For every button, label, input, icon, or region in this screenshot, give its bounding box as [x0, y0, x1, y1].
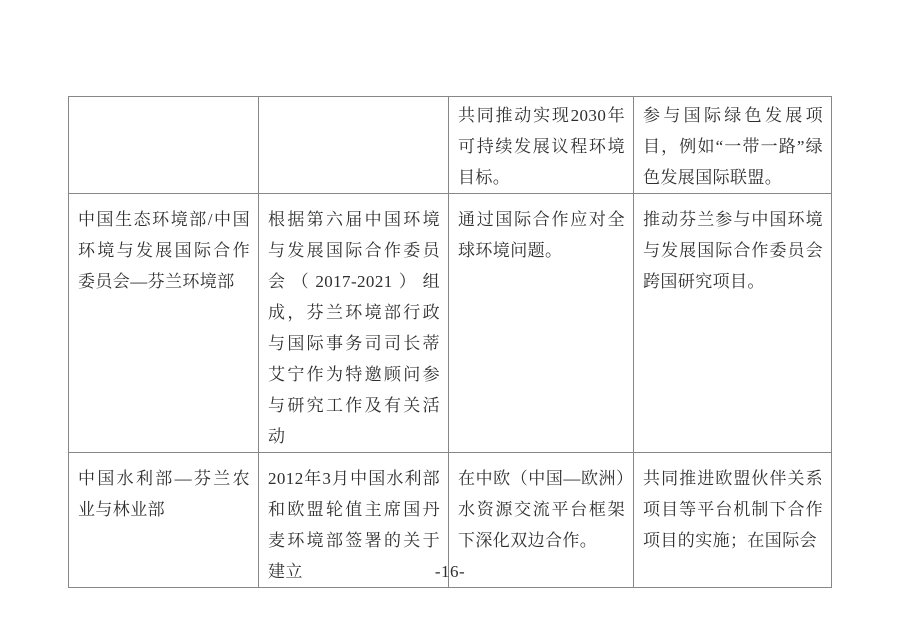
page-number: -16-: [434, 562, 466, 581]
table-cell-r1-c1: [69, 97, 259, 194]
table-cell-r1-c4: 参与国际绿色发展项目，例如“一带一路”绿色发展国际联盟。: [634, 97, 832, 194]
table-cell-r3-c2: 2012年3月中国水利部和欧盟轮值主席国丹麦环境部签署的关于建立: [259, 453, 449, 588]
table-cell-r1-c3: 共同推动实现2030年可持续发展议程环境目标。: [449, 97, 634, 194]
table-cell-r1-c2: [259, 97, 449, 194]
cooperation-table: [68, 96, 832, 588]
table-cell-r2-c1: 中国生态环境部/中国环境与发展国际合作委员会—芬兰环境部: [69, 194, 259, 453]
table-cell-r3-c3: 在中欧（中国—欧洲）水资源交流平台框架下深化双边合作。: [449, 453, 634, 588]
table-cell-r2-c4: 推动芬兰参与中国环境与发展国际合作委员会跨国研究项目。: [634, 194, 832, 453]
table-row: [69, 194, 832, 453]
table-cell-r3-c4: 共同推进欧盟伙伴关系项目等平台机制下合作项目的实施；在国际会: [634, 453, 832, 588]
table-row: [69, 97, 832, 194]
table-cell-r3-c1: 中国水利部—芬兰农业与林业部: [69, 453, 259, 588]
table-cell-r2-c2: 根据第六届中国环境与发展国际合作委员会（2017-2021）组成，芬兰环境部行政与国际事务司司长蒂艾宁作为特邀顾问参与研究工作及有关活动: [259, 194, 449, 453]
table-cell-r2-c3: 通过国际合作应对全球环境问题。: [449, 194, 634, 453]
